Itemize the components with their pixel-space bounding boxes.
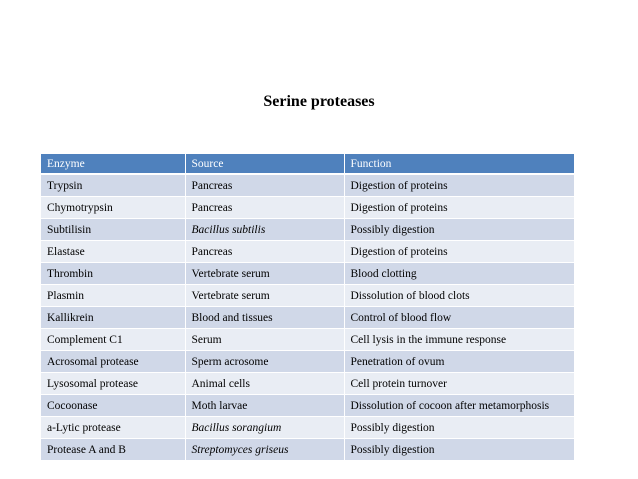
source-cell: Pancreas <box>185 197 344 219</box>
table-row <box>41 351 574 373</box>
source-cell: Vertebrate serum <box>185 263 344 285</box>
enzyme-cell: Trypsin <box>41 174 185 197</box>
table-row <box>41 197 574 219</box>
table-row <box>41 285 574 307</box>
table-row <box>41 395 574 417</box>
source-cell: Blood and tissues <box>185 307 344 329</box>
function-cell: Dissolution of cocoon after metamorphosis <box>344 395 574 417</box>
header-source: Source <box>185 154 344 174</box>
source-cell: Vertebrate serum <box>185 285 344 307</box>
source-cell: Sperm acrosome <box>185 351 344 373</box>
table-row <box>41 263 574 285</box>
source-cell: Pancreas <box>185 174 344 197</box>
serine-proteases-table <box>41 154 574 461</box>
table-row <box>41 307 574 329</box>
enzyme-cell: Acrosomal protease <box>41 351 185 373</box>
slide-title: Serine proteases <box>263 93 375 110</box>
enzyme-cell: Complement C1 <box>41 329 185 351</box>
function-cell: Possibly digestion <box>344 417 574 439</box>
header-function: Function <box>344 154 574 174</box>
header-enzyme: Enzyme <box>41 154 185 174</box>
enzyme-cell: Kallikrein <box>41 307 185 329</box>
table-row <box>41 417 574 439</box>
table-header-row <box>41 154 574 174</box>
table-row <box>41 174 574 197</box>
table-row <box>41 241 574 263</box>
enzyme-cell: Thrombin <box>41 263 185 285</box>
table-row <box>41 373 574 395</box>
source-cell: Bacillus subtilis <box>185 219 344 241</box>
function-cell: Digestion of proteins <box>344 197 574 219</box>
function-cell: Blood clotting <box>344 263 574 285</box>
source-cell: Moth larvae <box>185 395 344 417</box>
enzyme-cell: Protease A and B <box>41 439 185 461</box>
enzyme-cell: Subtilisin <box>41 219 185 241</box>
enzyme-cell: Lysosomal protease <box>41 373 185 395</box>
enzyme-cell: a-Lytic protease <box>41 417 185 439</box>
enzyme-cell: Elastase <box>41 241 185 263</box>
enzyme-cell: Cocoonase <box>41 395 185 417</box>
function-cell: Digestion of proteins <box>344 174 574 197</box>
source-cell: Animal cells <box>185 373 344 395</box>
function-cell: Possibly digestion <box>344 219 574 241</box>
function-cell: Dissolution of blood clots <box>344 285 574 307</box>
source-cell: Bacillus sorangium <box>185 417 344 439</box>
function-cell: Penetration of ovum <box>344 351 574 373</box>
table-row <box>41 439 574 461</box>
source-cell: Streptomyces griseus <box>185 439 344 461</box>
function-cell: Control of blood flow <box>344 307 574 329</box>
source-cell: Serum <box>185 329 344 351</box>
enzyme-cell: Chymotrypsin <box>41 197 185 219</box>
function-cell: Cell lysis in the immune response <box>344 329 574 351</box>
function-cell: Cell protein turnover <box>344 373 574 395</box>
function-cell: Digestion of proteins <box>344 241 574 263</box>
function-cell: Possibly digestion <box>344 439 574 461</box>
table-row <box>41 329 574 351</box>
source-cell: Pancreas <box>185 241 344 263</box>
enzyme-cell: Plasmin <box>41 285 185 307</box>
table-row <box>41 219 574 241</box>
